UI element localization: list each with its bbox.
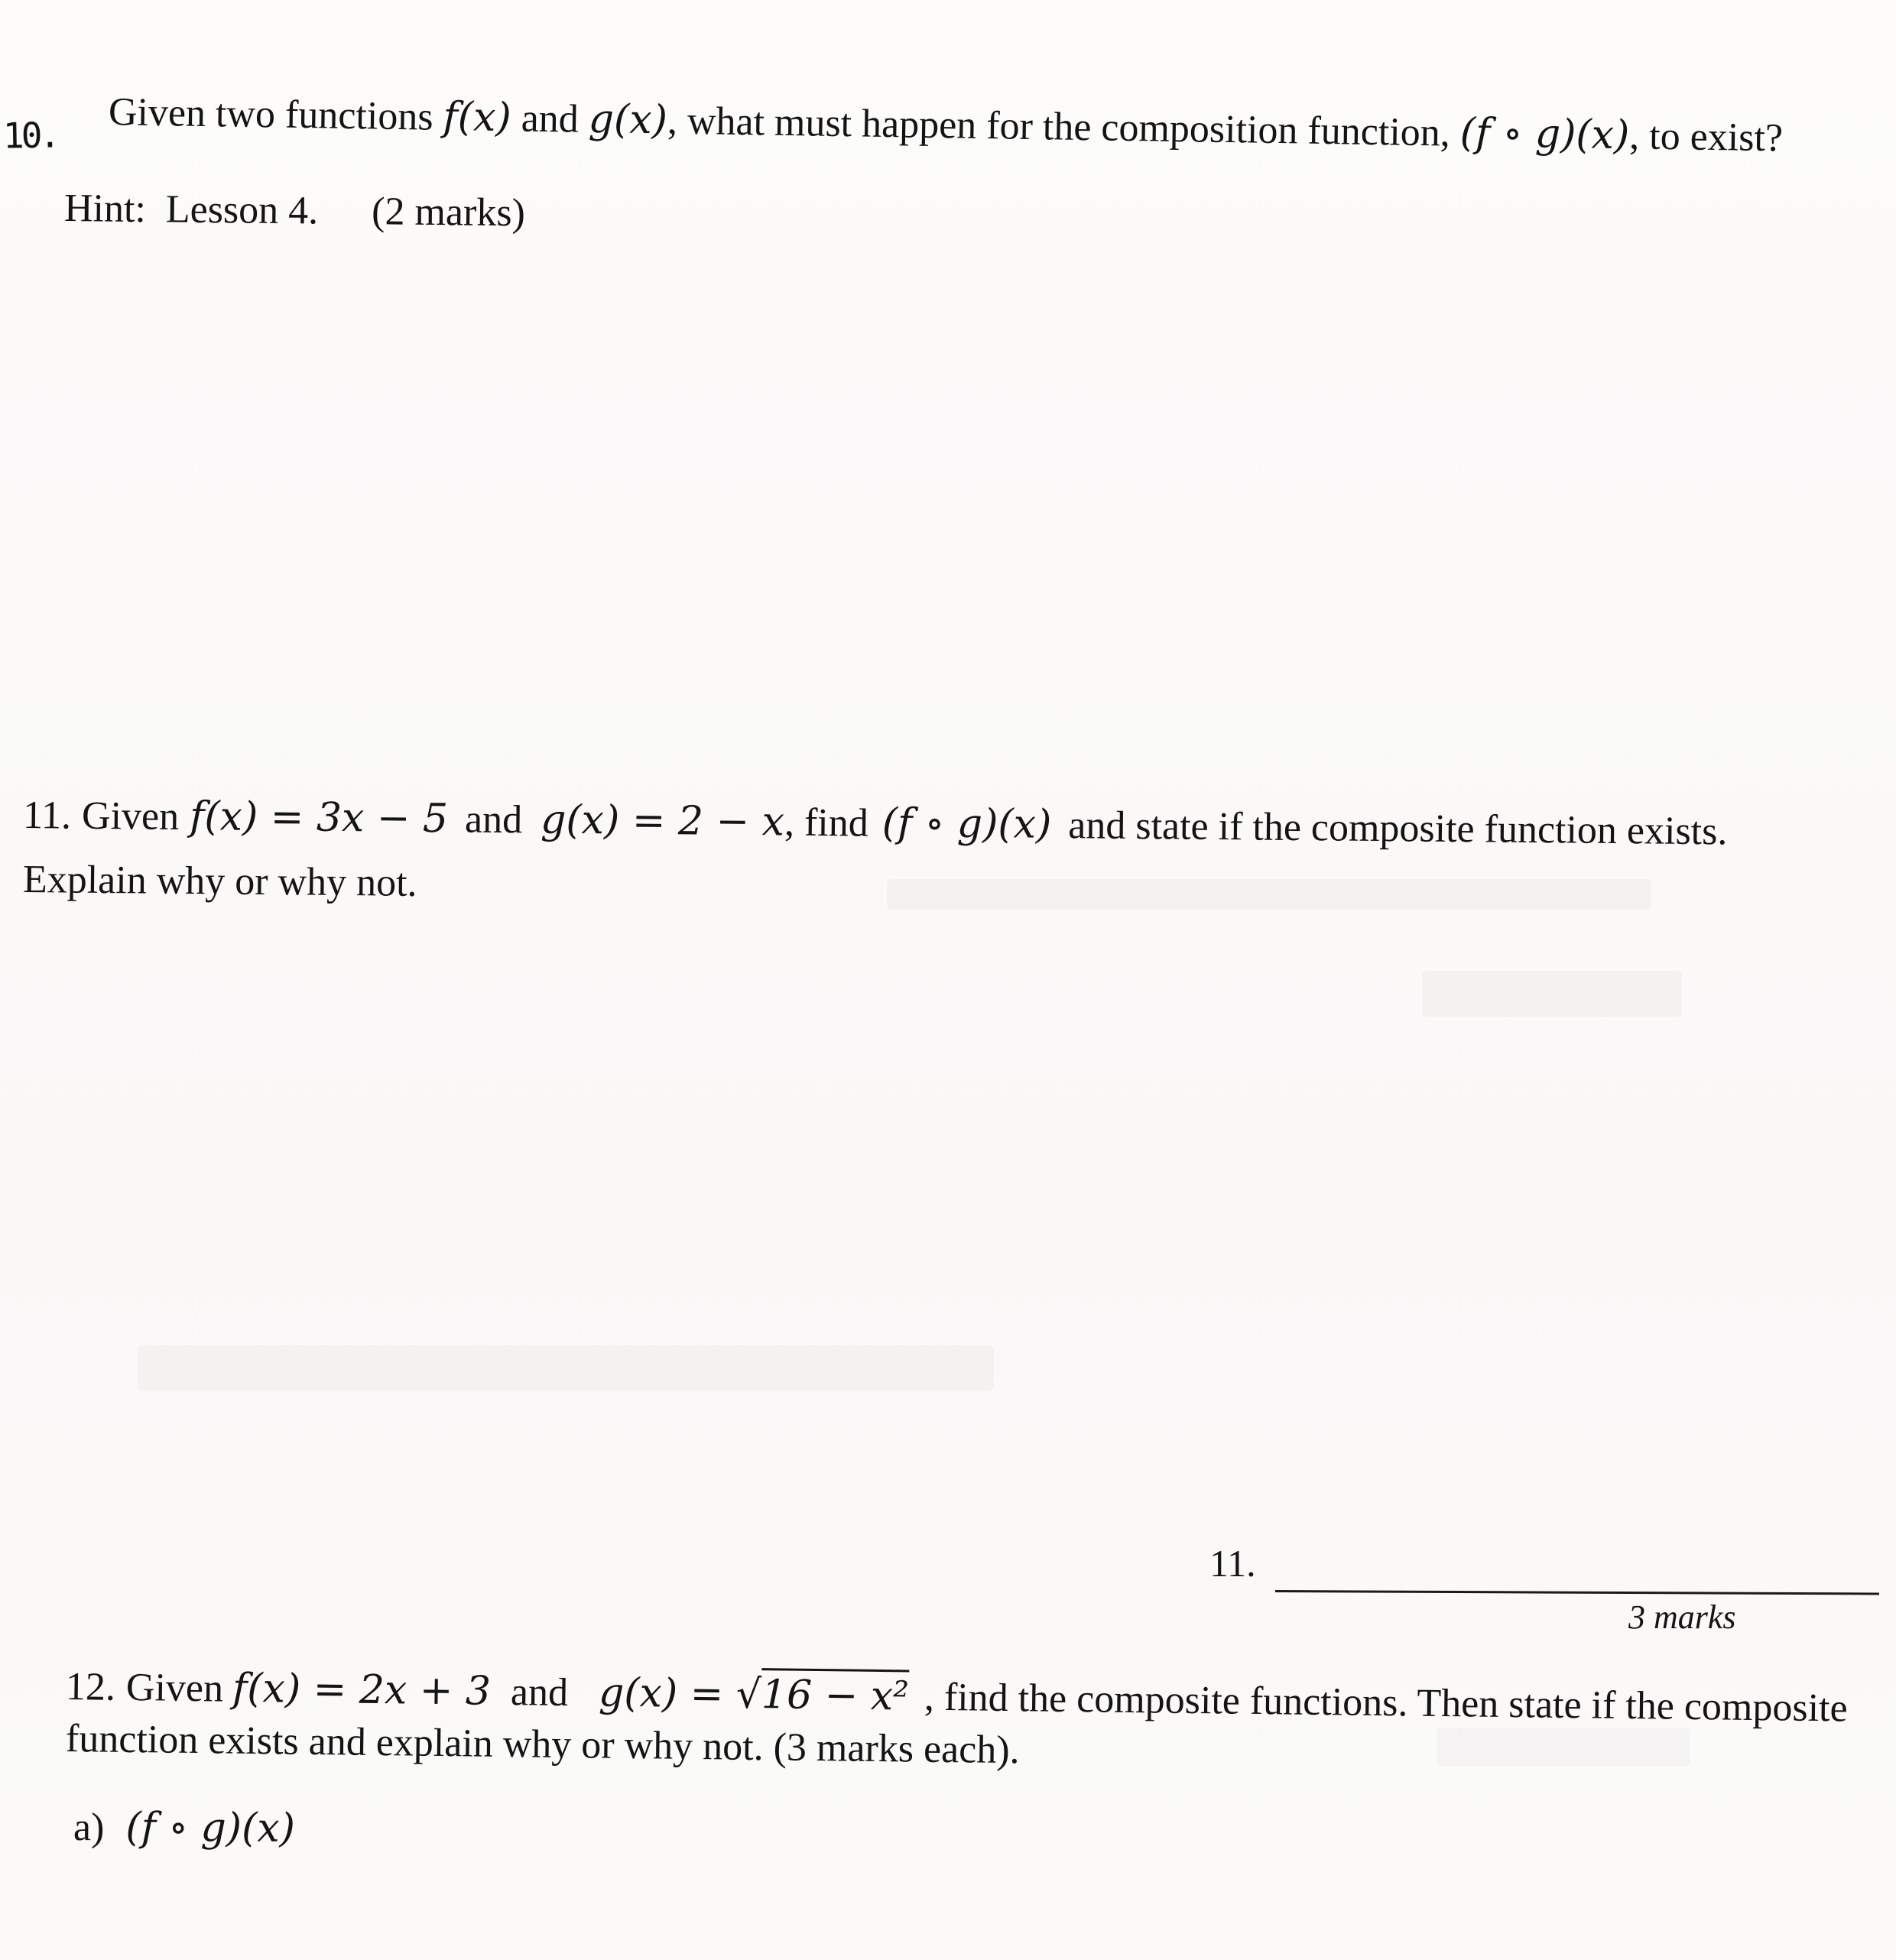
q12-g-definition: [599, 1668, 910, 1719]
q12-text-rest: , find the composite functions. Then state if the composite: [924, 1675, 1848, 1731]
q10-text-and: and: [511, 96, 589, 141]
q11-g-definition: g(x) = 2 − x: [540, 797, 785, 845]
q11-text-and: and: [464, 797, 523, 842]
q12a-expression: (f ∘ g)(x): [125, 1804, 296, 1852]
q11-text-rest: and state if the composite function exists.: [1068, 803, 1728, 854]
q10-g-of-x: g(x): [588, 96, 668, 144]
q12-g-left: g(x) = √: [598, 1670, 762, 1718]
q10-hint-lesson: Lesson 4.: [165, 187, 319, 233]
q11-text-find: , find: [784, 800, 869, 845]
bleed-through-mark: [138, 1345, 994, 1391]
bleed-through-mark: [887, 879, 1651, 910]
q10-marks: (2 marks): [371, 190, 526, 235]
q10-composition: (f ∘ g)(x): [1459, 109, 1630, 159]
answer-11-marks: 3 marks: [1628, 1598, 1736, 1636]
question-11-prompt-line2: Explain why or why not.: [22, 858, 417, 905]
answer-11-label: 11.: [1209, 1542, 1256, 1585]
bleed-through-mark: [1437, 1728, 1690, 1766]
q12-f-definition: f(x) = 2x + 3: [232, 1665, 492, 1715]
bleed-through-mark: [1422, 971, 1682, 1017]
q11-composition: (f ∘ g)(x): [881, 800, 1052, 848]
answer-11-blank-line: [1275, 1590, 1879, 1595]
question-11-prompt: [23, 793, 1728, 854]
q11-text-given: Given: [81, 793, 180, 839]
q10-text-a: Given two functions: [108, 90, 444, 139]
question-12-prompt-line2: function exists and explain why or why not. (3 marks each).: [65, 1717, 1020, 1773]
q12-g-radicand: 16 − x²: [761, 1668, 910, 1719]
q11-f-definition: f(x) = 3x − 5: [189, 793, 449, 842]
question-10-hint: [64, 187, 526, 235]
q10-text-b: , what must happen for the composition function,: [667, 99, 1461, 155]
q10-hint-label: Hint:: [63, 187, 147, 232]
q12-number: 12.: [65, 1665, 116, 1709]
question-10-number: 10.: [2, 114, 58, 157]
question-12-part-a: [73, 1806, 295, 1851]
q12-text-and: and: [510, 1670, 569, 1715]
q11-number: 11.: [22, 793, 72, 838]
q10-text-c: , to exist?: [1628, 114, 1784, 161]
q12-text-given: Given: [125, 1665, 224, 1711]
q12a-label: a): [73, 1806, 105, 1850]
q10-f-of-x: f(x): [443, 93, 512, 141]
question-10-prompt: [109, 90, 1784, 161]
